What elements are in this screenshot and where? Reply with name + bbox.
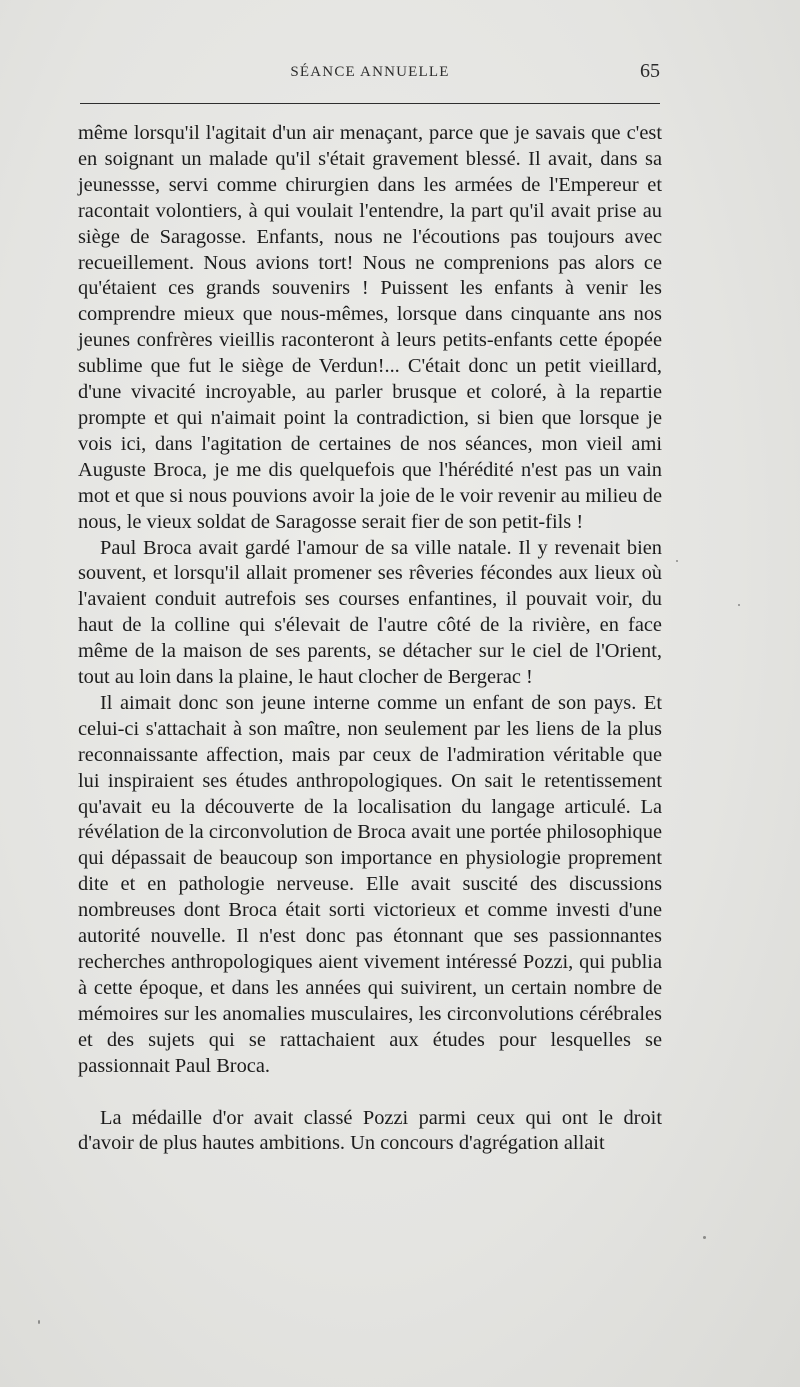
paragraph-gold-medal: La médaille d'or avait classé Pozzi parmi ceux qui ont le droit d'avoir de plus hautes ambitions. Un concours d'agrégation allait	[78, 1106, 662, 1155]
paragraph-pozzi-anthropology: Il aimait donc son jeune interne comme un enfant de son pays. Et celui-ci s'attachait à son maître, non seulement par les liens de la plus reconnaissante affection, mais par ceux de l'admiration véritable que lui inspiraient ses études anthropologiques. On sait le retentissement qu'avait eu la découverte de la localisation du langage articulé. La révélation de la circonvolution de Broca avait une portée philosophique qui dépassait de beaucoup son importance en physiologie proprement dite et en pathologie nerveuse. Elle avait suscité des discussions nombreuses dont Broca était sorti victorieux et comme investi d'une autorité nouvelle. Il n'est donc pas étonnant que ses passionnantes recherches anthropologiques aient vivement intéressé Pozzi, qui publia à cette époque, et dans les années qui suivirent, un certain nombre de mémoires sur les anomalies musculaires, les circonvolutions cérébrales et des sujets qui se rattachaient aux études pour lesquelles se passionnait Paul Broca.	[78, 691, 662, 1077]
running-title: SÉANCE ANNUELLE	[290, 64, 450, 80]
paragraph-continued: même lorsqu'il l'agitait d'un air menaçant, parce que je savais que c'est en soignant un malade qu'il s'était gravement blessé. Il avait, dans sa jeunessse, servi comme chirurgien dans les armées de l'Empereur et racontait volontiers, à qui voulait l'entendre, la part qu'il avait prise au siège de Saragosse. Enfants, nous ne l'écoutions pas toujours avec recueillement. Nous avions tort! Nous ne comprenions pas alors ce qu'étaient ces grands souvenirs ! Puissent les enfants à venir les comprendre mieux que nous-mêmes, lorsque dans cinquante ans nos jeunes confrères vieillis raconteront à leurs petits-enfants cette épopée sublime que fut le siège de Verdun!... C'était donc un petit vieillard, d'une vivacité incroyable, au parler brusque et coloré, à la repartie prompte et qui n'aimait point la contradiction, si bien que lorsque je vois ici, dans l'agitation de certaines de nos séances, mon vieil ami Auguste Broca, je me dis quelquefois que l'hérédité n'est pas un vain mot et que si nous pouvions avoir la joie de le voir revenir au milieu de nous, le vieux soldat de Saragosse serait fier de son petit-fils !	[78, 122, 662, 533]
paper-speck	[38, 1320, 40, 1324]
body-text	[78, 121, 662, 1157]
paper-speck	[703, 1236, 706, 1239]
paragraph-broca-hometown: Paul Broca avait gardé l'amour de sa ville natale. Il y revenait bien souvent, et lorsqu'il allait promener ses rêveries fécondes aux lieux où l'avaient conduit autrefois ses courses enfantines, il pouvait voir, du haut de la colline qui s'élevait de l'autre côté de la rivière, en face même de la maison de ses parents, se détacher sur le ciel de l'Orient, tout au loin dans la plaine, le haut clocher de Bergerac !	[78, 536, 662, 689]
paper-speck	[738, 604, 740, 606]
page-number: 65	[640, 60, 660, 82]
paper-speck	[676, 560, 678, 562]
page-header	[80, 60, 660, 90]
header-rule	[80, 103, 660, 104]
